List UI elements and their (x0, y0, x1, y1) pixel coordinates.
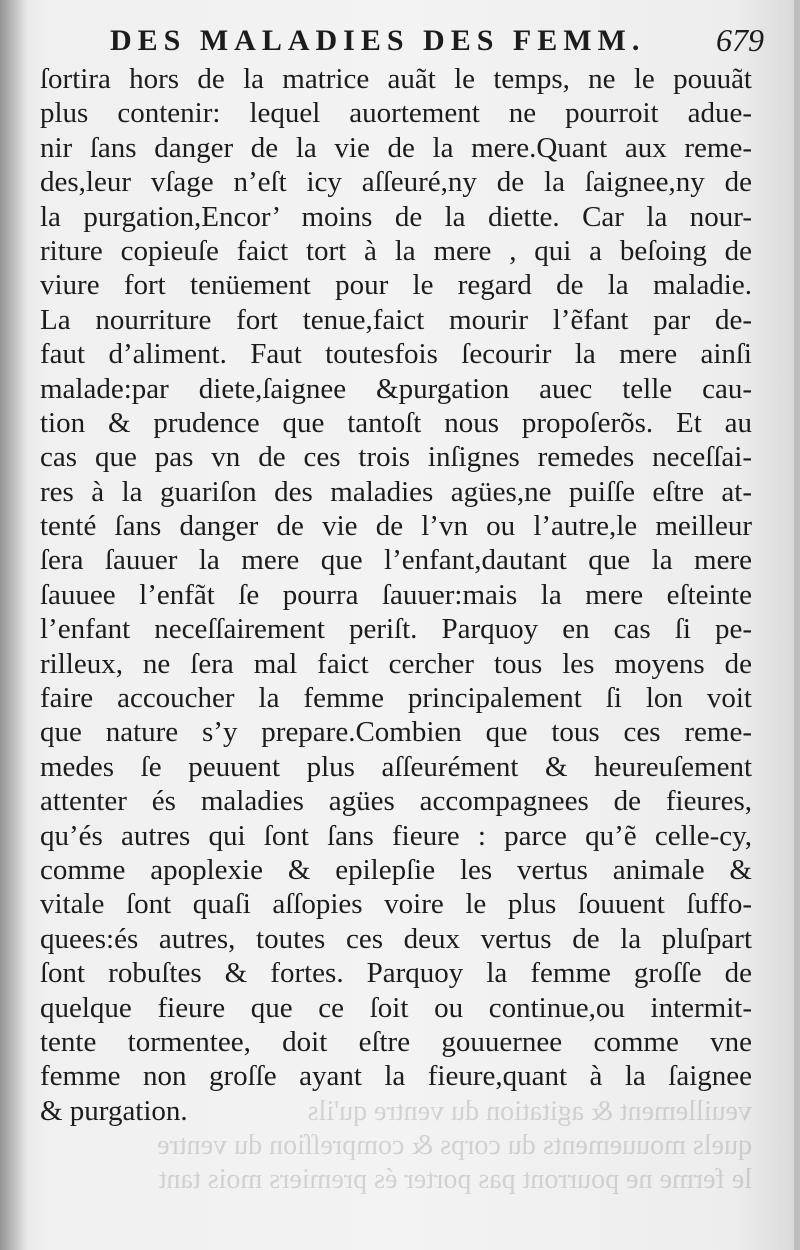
text-line: attenter és maladies agües accompagnees de fieures, (40, 785, 752, 818)
text-line: rilleux, ne ſera mal faict cercher tous les moyens de (40, 647, 752, 680)
gutter-shadow (0, 0, 28, 1250)
text-line: ſont robuſtes & fortes. Parquoy la femme groſſe de (40, 957, 752, 990)
bleed-through-line: veuillement & agitation du ventre qu'ils (307, 1096, 752, 1127)
text-line: faire accoucher la femme principalement ſi lon voit (40, 682, 752, 715)
page-edge (794, 0, 800, 1250)
text-line: malade:par diete,ſaignee &purgation auec telle cau- (40, 372, 752, 405)
text-line: tenté ſans danger de vie de l’vn ou l’autre,le meilleur (40, 510, 752, 543)
text-line: riture copieuſe faict tort à la mere , qui a beſoing de (40, 234, 752, 267)
bleed-through-line: le ferme ne pourront pas porter és premiers mois tant (158, 1164, 752, 1195)
text-line: medes ſe peuuent plus aſſeurément & heureuſement (40, 750, 752, 783)
text-line: que nature s’y prepare.Combien que tous ces reme- (40, 716, 752, 749)
text-line: la purgation,Encor’ moins de la diette. Car la nour- (40, 200, 752, 233)
text-line: ſauuee l’enfãt ſe pourra ſauuer:mais la mere eſteinte (40, 578, 752, 611)
text-line: faut d’aliment. Faut toutesfois ſecourir la mere ainſi (40, 338, 752, 371)
text-line: nir ſans danger de la vie de la mere.Quant aux reme- (40, 131, 752, 164)
text-line: plus contenir: lequel auortement ne pourroit adue- (40, 97, 752, 130)
text-line: ſortira hors de la matrice auãt le temps, ne le pouuãt (40, 63, 752, 95)
text-line: qu’és autres qui ſont ſans fieure : parce qu’ẽ celle-cy, (40, 819, 752, 852)
running-head (0, 18, 800, 62)
text-line: cas que pas vn de ces trois inſignes remedes neceſſai- (40, 441, 752, 474)
text-line: viure fort tenüement pour le regard de la maladie. (40, 269, 752, 302)
text-line: tente tormentee, doit eſtre gouuernee comme vne (40, 1025, 752, 1058)
text-line: comme apoplexie & epilepſie les vertus animale & (40, 853, 752, 886)
text-line: quelque fieure que ce ſoit ou continue,ou intermit- (40, 991, 752, 1024)
text-line: femme non groſſe ayant la fieure,quant à la ſaignee (40, 1060, 752, 1093)
text-line: l’enfant neceſſairement periſt. Parquoy en cas ſi pe- (40, 613, 752, 646)
text-line: tion & prudence que tantoſt nous propoſerõs. Et au (40, 406, 752, 439)
text-line: res à la guariſon des maladies agües,ne puiſſe eſtre at- (40, 475, 752, 508)
running-title: DES MALADIES DES FEMM. (110, 24, 646, 57)
text-line: La nourriture fort tenue,faict mourir l’ẽfant par de- (40, 303, 752, 336)
text-line: & purgation. (40, 1094, 188, 1127)
text-line: quees:és autres, toutes ces deux vertus de la pluſpart (40, 922, 752, 955)
body-text (40, 62, 752, 1128)
text-line: ſera ſauuer la mere que l’enfant,dautant que la mere (40, 544, 752, 577)
text-line: des,leur vſage n’eſt icy aſſeuré,ny de la ſaignee,ny de (40, 166, 752, 199)
text-line: vitale ſont quaſi aſſopies voire le plus ſouuent ſuffo- (40, 888, 752, 921)
page-number: 679 (716, 22, 764, 58)
bleed-through-line: quels mouuements du corps & compreſſion du ventre (157, 1130, 752, 1161)
